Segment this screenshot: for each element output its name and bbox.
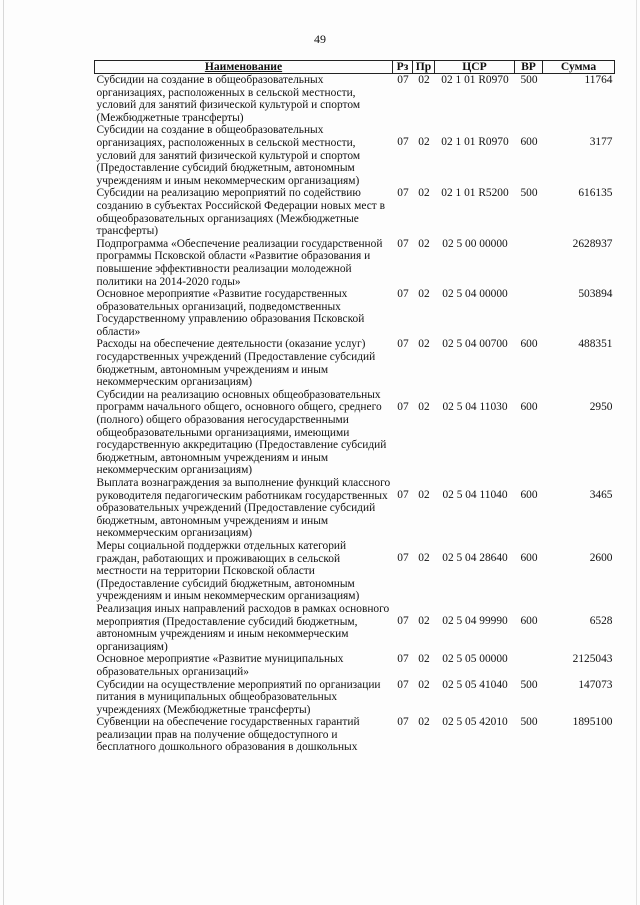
row-csr: 02 5 05 41040 xyxy=(442,678,508,691)
row-csr: 02 5 04 11040 xyxy=(442,489,508,501)
row-rz: 07 xyxy=(397,136,409,149)
row-name: Выплата вознаграждения за выполнение функций классного руководителя педагогическим работникам государственных образовательных учреждений (Предоставление субсидий бюджетным, автономным учреждениям и иным некоммерческим организациям) xyxy=(96,477,391,540)
row-pr: 02 xyxy=(418,551,430,564)
row-pr: 02 xyxy=(418,237,430,250)
table-row xyxy=(95,238,615,288)
row-vr: 600 xyxy=(520,489,538,501)
row-sum: 503894 xyxy=(578,288,613,301)
table-row xyxy=(95,74,615,125)
row-csr: 02 5 05 00000 xyxy=(442,653,508,666)
row-vr: 600 xyxy=(520,136,538,149)
row-vr: 600 xyxy=(520,338,538,351)
row-csr: 02 1 01 R0970 xyxy=(441,136,509,149)
row-rz: 07 xyxy=(397,288,409,301)
row-vr xyxy=(515,238,543,288)
table-row xyxy=(95,288,615,338)
row-name: Субсидии на реализацию мероприятий по содействию созданию в субъектах Российской Федерации новых мест в общеобразовательных организациях (Межбюджетные трансферты) xyxy=(96,187,385,238)
header-name: Наименование xyxy=(95,61,393,74)
row-name: Расходы на обеспечение деятельности (оказание услуг) государственных учреждений (Предоставление субсидий бюджетным, автономным учреждениям и иным некоммерческим организациям) xyxy=(96,338,376,389)
table-header xyxy=(95,61,615,74)
header-sum: Сумма xyxy=(543,61,615,74)
row-name: Субсидии на реализацию основных общеобразовательных программ начального общего, основного общего, среднего (полного) общего образования негосударственными общеобразовательными организациями, имеющими государственную аккредитацию (Предоставление субсидий бюджетным, автономным учреждениям и иным некоммерческим организациям) xyxy=(96,388,387,477)
row-pr: 02 xyxy=(418,614,430,627)
row-rz: 07 xyxy=(397,614,409,627)
row-rz: 07 xyxy=(397,551,409,564)
row-name: Основное мероприятие «Развитие муниципальных образовательных организаций» xyxy=(96,653,344,678)
row-vr: 600 xyxy=(520,400,538,413)
row-csr: 02 5 04 28640 xyxy=(442,551,508,564)
row-rz: 07 xyxy=(397,400,409,413)
row-csr: 02 5 05 42010 xyxy=(442,716,508,729)
row-sum: 2628937 xyxy=(572,237,613,250)
table-row xyxy=(95,716,615,754)
table-row xyxy=(95,477,615,540)
row-pr: 02 xyxy=(418,716,430,729)
header-rz: Рз xyxy=(393,61,413,74)
row-sum: 11764 xyxy=(584,74,613,86)
row-pr: 02 xyxy=(418,187,430,200)
row-name: Субсидии на создание в общеобразовательных организациях, расположенных в сельской местности, условий для занятий физической культурой и спортом (Межбюджетные трансферты) xyxy=(96,74,361,124)
row-vr: 600 xyxy=(520,614,538,627)
row-sum: 2600 xyxy=(589,551,613,564)
row-sum: 488351 xyxy=(578,338,613,351)
row-vr xyxy=(515,653,543,678)
row-pr: 02 xyxy=(418,288,430,301)
row-name: Меры социальной поддержки отдельных категорий граждан, работающих и проживающих в сельской местности на территории Псковской области (Предоставление субсидий бюджетным, автономным учреждениям и иным некоммерческим организациям) xyxy=(96,539,360,603)
row-sum: 147073 xyxy=(578,678,613,691)
row-rz: 07 xyxy=(397,716,409,729)
row-rz: 07 xyxy=(397,678,409,691)
row-name: Реализация иных направлений расходов в рамках основного мероприятия (Предоставление субсидий бюджетным, автономным учреждениям и иным некоммерческим организациям) xyxy=(96,602,390,653)
row-vr: 500 xyxy=(520,187,538,200)
row-csr: 02 5 00 00000 xyxy=(442,237,508,250)
row-pr: 02 xyxy=(418,338,430,351)
header-vr: ВР xyxy=(515,61,543,74)
row-vr xyxy=(515,288,543,338)
row-sum: 616135 xyxy=(578,187,613,200)
row-sum: 3465 xyxy=(589,489,613,501)
row-vr: 500 xyxy=(520,678,538,691)
row-csr: 02 5 04 00000 xyxy=(442,288,508,301)
row-name: Субсидии на осуществление мероприятий по организации питания в муниципальных общеобразовательных учреждениях (Межбюджетные трансферты) xyxy=(96,678,381,716)
row-name: Субвенции на обеспечение государственных гарантий реализации прав на получение общедоступного и бесплатного дошкольного образования в дошкольных xyxy=(96,716,360,754)
row-sum: 2950 xyxy=(589,400,613,413)
row-csr: 02 5 04 99990 xyxy=(442,614,508,627)
table-body xyxy=(95,74,615,755)
table-row xyxy=(95,124,615,187)
row-rz: 07 xyxy=(397,74,409,86)
row-sum: 6528 xyxy=(589,614,613,627)
table-row xyxy=(95,187,615,237)
row-csr: 02 5 04 11030 xyxy=(442,400,508,413)
row-vr: 500 xyxy=(520,74,538,86)
row-sum: 3177 xyxy=(589,136,613,149)
header-pr: Пр xyxy=(413,61,435,74)
row-csr: 02 5 04 00700 xyxy=(442,338,508,351)
row-pr: 02 xyxy=(418,74,430,86)
row-rz: 07 xyxy=(397,338,409,351)
row-rz: 07 xyxy=(397,653,409,666)
row-pr: 02 xyxy=(418,678,430,691)
row-name: Субсидии на создание в общеобразовательных организациях, расположенных в сельской местности, условий для занятий физической культурой и спортом (Предоставление субсидий бюджетным, автономным учреждениям и иным некоммерческим организациям) xyxy=(96,124,361,187)
row-pr: 02 xyxy=(418,136,430,149)
table-row xyxy=(95,389,615,477)
scan-edge-left xyxy=(3,0,4,905)
row-sum: 2125043 xyxy=(572,653,613,666)
header-row xyxy=(95,61,615,74)
row-rz: 07 xyxy=(397,489,409,501)
row-pr: 02 xyxy=(418,653,430,666)
page-number: 49 xyxy=(314,32,326,46)
table-row xyxy=(95,338,615,388)
row-vr: 500 xyxy=(520,716,538,729)
row-csr: 02 1 01 R0970 xyxy=(441,74,509,86)
table-row xyxy=(95,653,615,678)
row-vr: 600 xyxy=(520,551,538,564)
row-pr: 02 xyxy=(418,400,430,413)
row-rz: 07 xyxy=(397,237,409,250)
budget-table xyxy=(94,60,615,754)
row-pr: 02 xyxy=(418,489,430,501)
row-sum: 1895100 xyxy=(572,716,613,729)
table-row xyxy=(95,679,615,717)
row-rz: 07 xyxy=(397,187,409,200)
header-csr: ЦСР xyxy=(435,61,515,74)
row-name: Основное мероприятие «Развитие государственных образовательных организаций, подведомственных Государственному управлению образования Псковской области» xyxy=(96,288,365,338)
scan-edge-right xyxy=(636,0,637,905)
row-name: Подпрограмма «Обеспечение реализации государственной программы Псковской области «Развитие образования и повышение эффективности реализации молодежной политики на 2014-2020 годы» xyxy=(96,237,383,288)
row-csr: 02 1 01 R5200 xyxy=(441,187,509,200)
table-row xyxy=(95,540,615,603)
table-row xyxy=(95,603,615,653)
